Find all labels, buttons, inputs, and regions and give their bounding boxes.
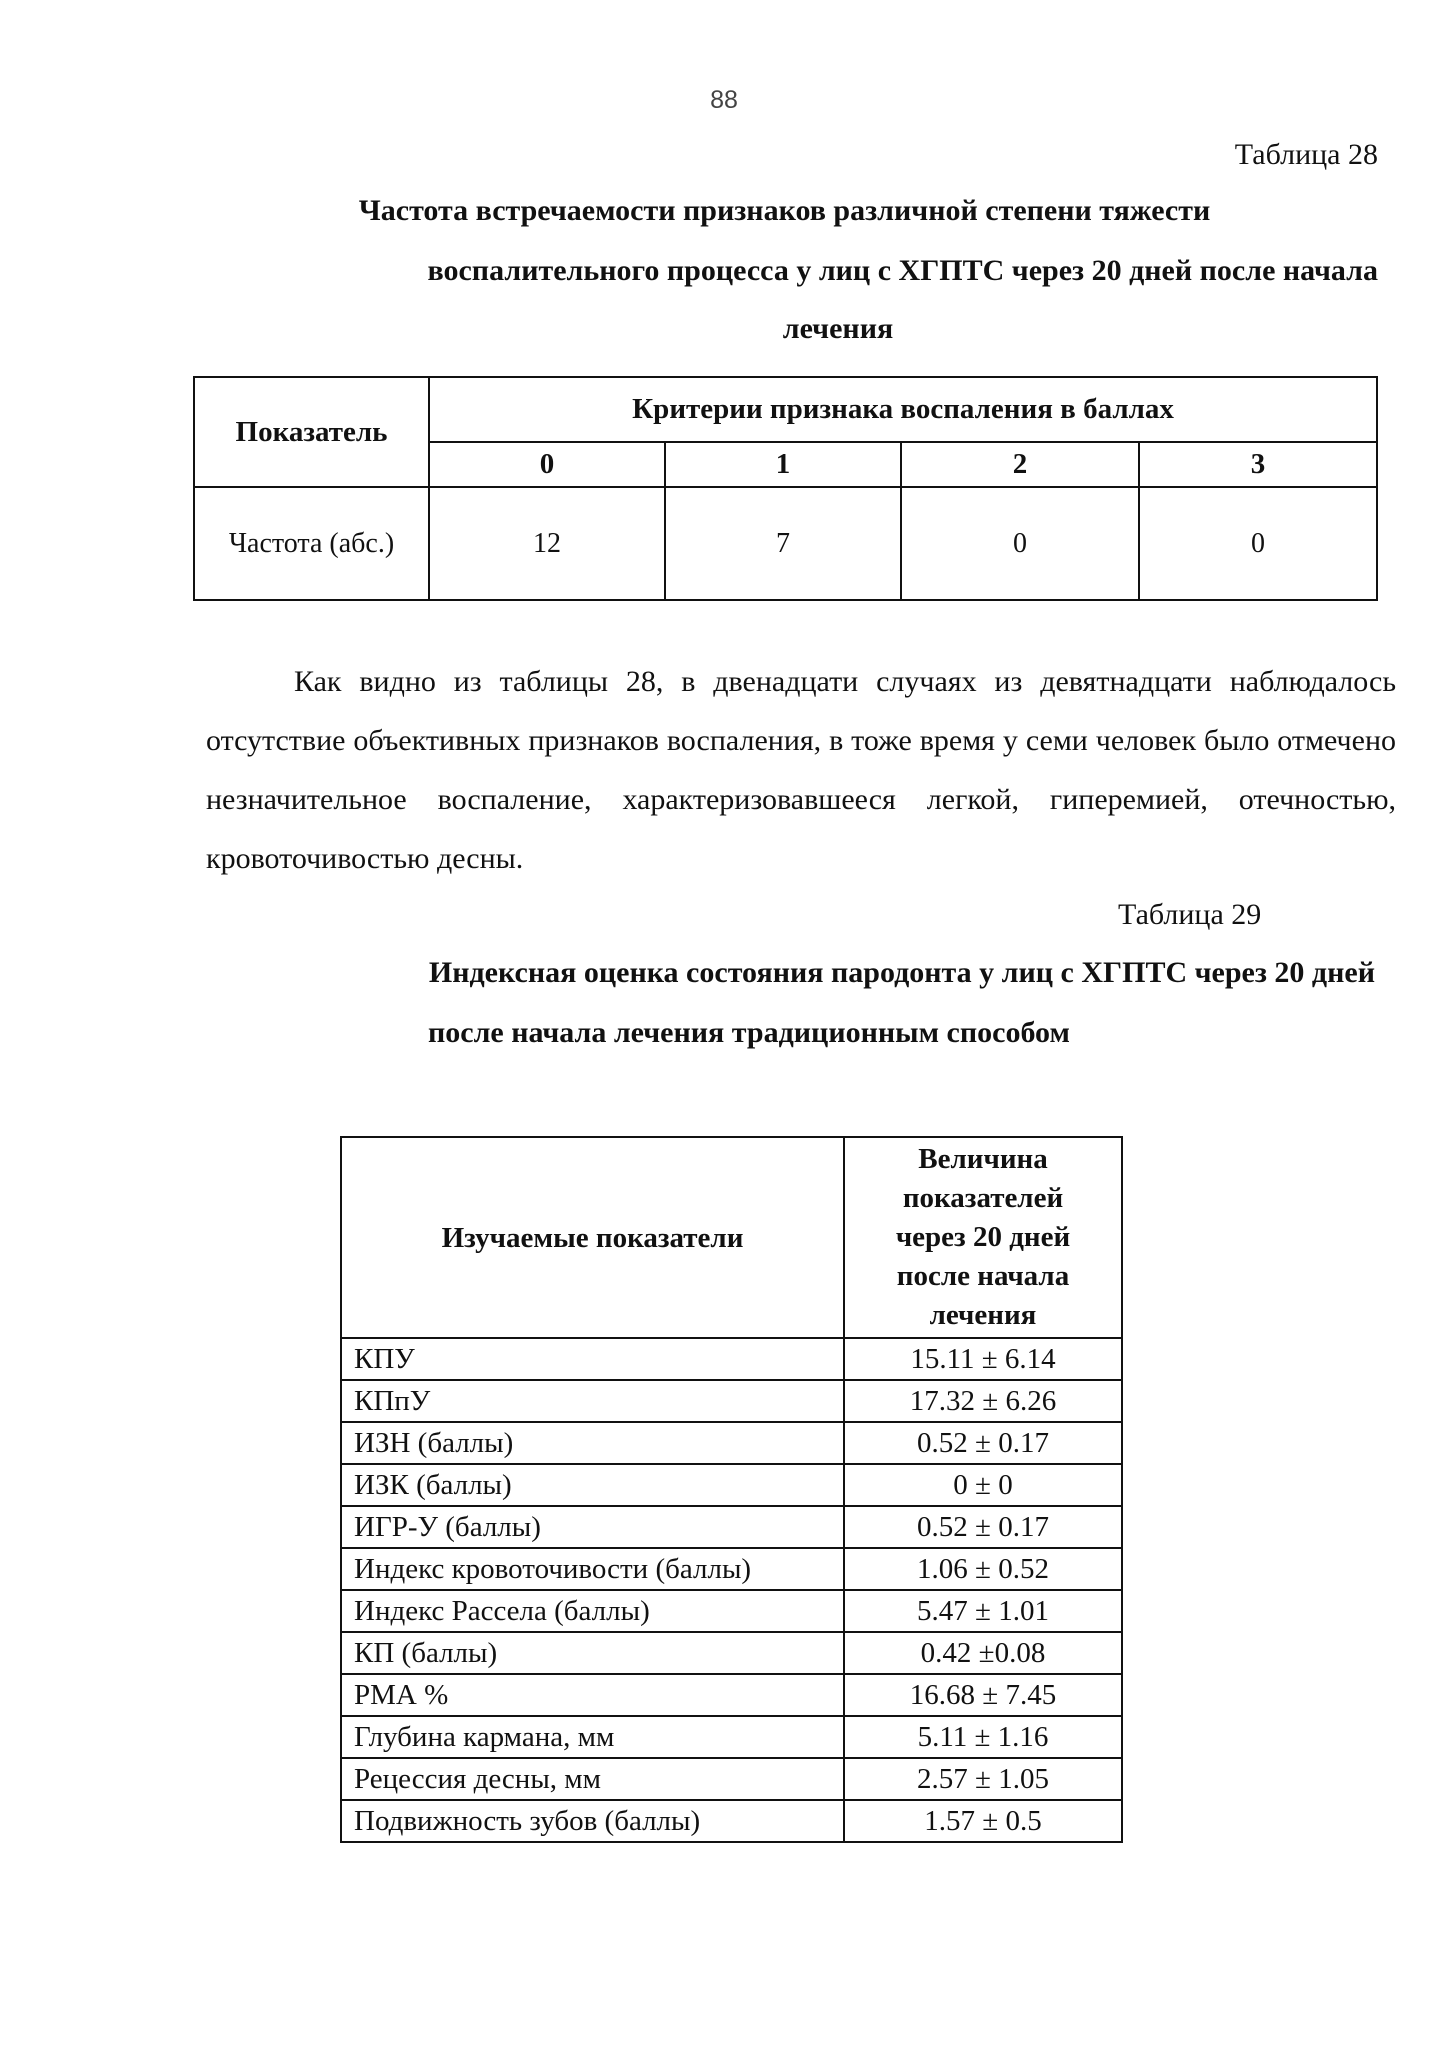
indicator-name: ИГР-У (баллы) (341, 1506, 844, 1548)
table-29-label: Таблица 29 (1118, 898, 1262, 931)
indicator-name: Подвижность зубов (баллы) (341, 1800, 844, 1842)
indicator-name: Индекс Рассела (баллы) (341, 1590, 844, 1632)
table-29-title-line-2: после начала лечения традиционным способом (428, 1016, 1070, 1049)
table-row (341, 1338, 1122, 1380)
header-values-line: лечения (929, 1299, 1037, 1331)
indicator-name: КПУ (341, 1338, 844, 1380)
header-values-line: Величина (918, 1143, 1048, 1175)
indicator-name: Индекс кровоточивости (баллы) (341, 1548, 844, 1590)
indicator-value: 0.42 ±0.08 (844, 1632, 1122, 1674)
indicator-name: Глубина кармана, мм (341, 1716, 844, 1758)
table-row (341, 1758, 1122, 1800)
header-indicators: Изучаемые показатели (341, 1137, 844, 1338)
indicator-value: 1.57 ± 0.5 (844, 1800, 1122, 1842)
header-indicator: Показатель (194, 377, 429, 487)
table-28 (193, 376, 1376, 601)
table-29 (340, 1136, 1121, 1837)
indicator-name: КПпУ (341, 1380, 844, 1422)
header-values (844, 1137, 1122, 1338)
indicator-value: 5.11 ± 1.16 (844, 1716, 1122, 1758)
page-number: 88 (710, 86, 738, 114)
indicator-value: 0 ± 0 (844, 1464, 1122, 1506)
table-row (341, 1506, 1122, 1548)
table-28-title-line-2: воспалительного процесса у лиц с ХГПТС через 20 дней после начала (427, 254, 1378, 287)
table-row (341, 1590, 1122, 1632)
header-values-line: после начала (896, 1260, 1070, 1292)
indicator-value: 1.06 ± 0.52 (844, 1548, 1122, 1590)
indicator-value: 15.11 ± 6.14 (844, 1338, 1122, 1380)
table-28-title-line-1: Частота встречаемости признаков различной степени тяжести (358, 194, 1211, 227)
score-header: 1 (665, 442, 901, 487)
frequency-value: 0 (901, 487, 1139, 600)
score-header: 0 (429, 442, 665, 487)
indicator-value: 0.52 ± 0.17 (844, 1506, 1122, 1548)
score-header: 2 (901, 442, 1139, 487)
indicator-value: 0.52 ± 0.17 (844, 1422, 1122, 1464)
row-label: Частота (абс.) (194, 487, 429, 600)
indicator-value: 5.47 ± 1.01 (844, 1590, 1122, 1632)
table-29-title-line-1: Индексная оценка состояния пародонта у лиц с ХГПТС через 20 дней (428, 956, 1375, 989)
indicator-value: 16.68 ± 7.45 (844, 1674, 1122, 1716)
frequency-value: 7 (665, 487, 901, 600)
frequency-value: 0 (1139, 487, 1377, 600)
frequency-value: 12 (429, 487, 665, 600)
table-row (194, 487, 1377, 600)
indicator-name: КП (баллы) (341, 1632, 844, 1674)
indicator-value: 2.57 ± 1.05 (844, 1758, 1122, 1800)
indicator-value: 17.32 ± 6.26 (844, 1380, 1122, 1422)
header-values-line: показателей (902, 1182, 1064, 1214)
table-row (341, 1674, 1122, 1716)
table-row (341, 1464, 1122, 1506)
body-paragraph: Как видно из таблицы 28, в двенадцати случаях из девятнадцати наблюдалось отсутствие объективных признаков воспаления, в тоже время у семи человек было отмечено незначительное воспаление, характеризовавшееся легкой, гиперемией, отечностью, кровоточивостью десны. (206, 665, 1396, 875)
indicator-name: ИЗН (баллы) (341, 1422, 844, 1464)
indicator-name: Рецессия десны, мм (341, 1758, 844, 1800)
indicator-name: РМА % (341, 1674, 844, 1716)
table-row (341, 1422, 1122, 1464)
header-values-line: через 20 дней (895, 1221, 1071, 1253)
table-row (341, 1548, 1122, 1590)
table-row (341, 1716, 1122, 1758)
score-header: 3 (1139, 442, 1377, 487)
table-row (341, 1632, 1122, 1674)
table-28-label: Таблица 28 (1234, 138, 1378, 171)
indicator-name: ИЗК (баллы) (341, 1464, 844, 1506)
table-row (341, 1380, 1122, 1422)
table-row (341, 1800, 1122, 1842)
header-criteria: Критерии признака воспаления в баллах (429, 377, 1377, 442)
table-28-title-line-3: лечения (782, 312, 894, 345)
